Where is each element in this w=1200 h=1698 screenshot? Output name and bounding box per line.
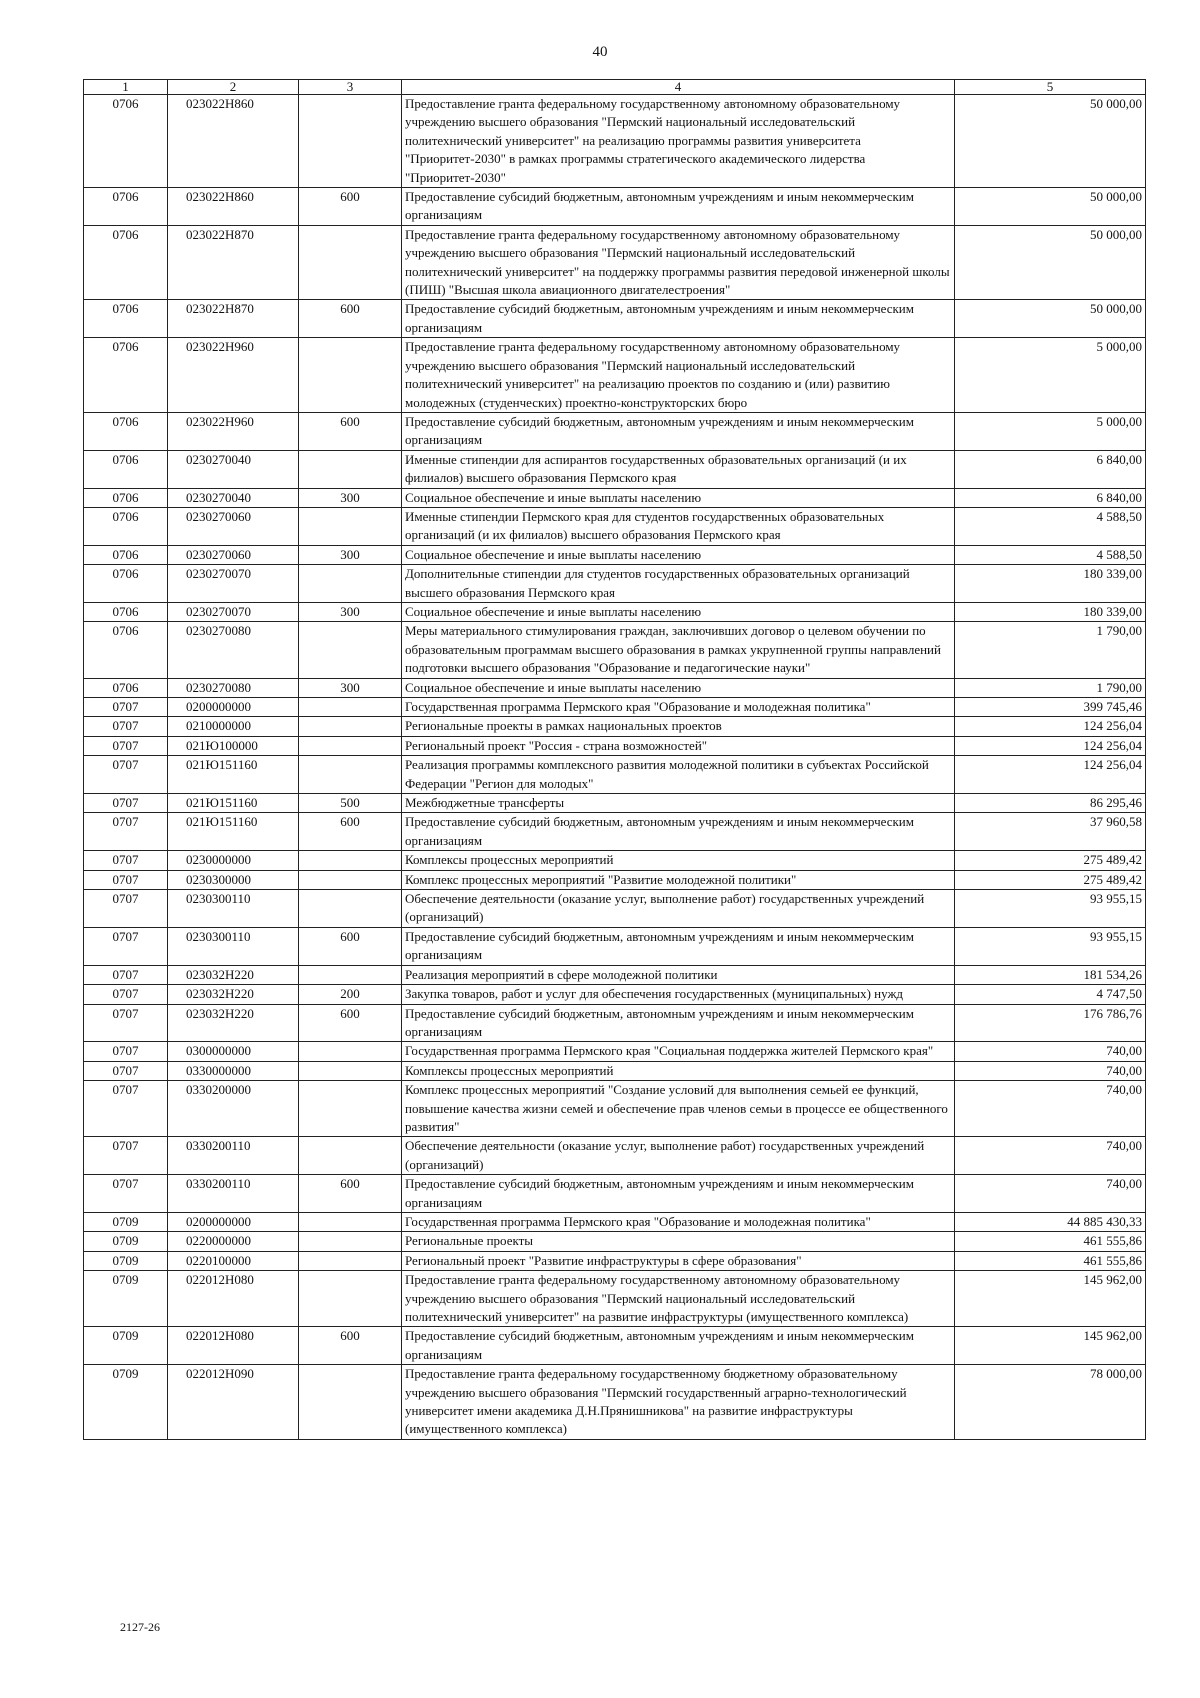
- expense-type-cell: [299, 450, 402, 488]
- amount-cell: 6 840,00: [955, 488, 1146, 507]
- target-article-cell: 023022Н960: [168, 412, 299, 450]
- budget-table-container: [83, 79, 1145, 1440]
- expense-type-cell: [299, 736, 402, 755]
- amount-cell: 78 000,00: [955, 1365, 1146, 1440]
- table-row: [84, 851, 1146, 870]
- target-article-cell: 021Ю151160: [168, 756, 299, 794]
- table-row: [84, 450, 1146, 488]
- description-cell: Комплекс процессных мероприятий "Развитие молодежной политики": [402, 870, 955, 889]
- expense-type-cell: 600: [299, 927, 402, 965]
- target-article-cell: 021Ю100000: [168, 736, 299, 755]
- section-code-cell: 0707: [84, 813, 168, 851]
- table-row: [84, 300, 1146, 338]
- amount-cell: 275 489,42: [955, 870, 1146, 889]
- page-number: 40: [592, 44, 608, 60]
- amount-cell: 1 790,00: [955, 678, 1146, 697]
- description-cell: Предоставление субсидий бюджетным, автономным учреждениям и иным некоммерческим организациям: [402, 412, 955, 450]
- target-article-cell: 0330200110: [168, 1175, 299, 1213]
- section-code-cell: 0706: [84, 678, 168, 697]
- expense-type-cell: [299, 1061, 402, 1080]
- section-code-cell: 0706: [84, 488, 168, 507]
- expense-type-cell: 600: [299, 1175, 402, 1213]
- section-code-cell: 0709: [84, 1232, 168, 1251]
- amount-cell: 5 000,00: [955, 338, 1146, 413]
- target-article-cell: 0230270040: [168, 450, 299, 488]
- expense-type-cell: [299, 890, 402, 928]
- description-cell: Предоставление субсидий бюджетным, автономным учреждениям и иным некоммерческим организациям: [402, 1004, 955, 1042]
- section-code-cell: 0707: [84, 927, 168, 965]
- table-row: [84, 1271, 1146, 1327]
- section-code-cell: 0709: [84, 1251, 168, 1270]
- amount-cell: 740,00: [955, 1081, 1146, 1137]
- table-row: [84, 1061, 1146, 1080]
- table-row: [84, 813, 1146, 851]
- amount-cell: 86 295,46: [955, 794, 1146, 813]
- amount-cell: 4 588,50: [955, 507, 1146, 545]
- table-row: [84, 412, 1146, 450]
- target-article-cell: 0230270080: [168, 622, 299, 678]
- amount-cell: 50 000,00: [955, 225, 1146, 300]
- section-code-cell: 0707: [84, 1081, 168, 1137]
- description-cell: Обеспечение деятельности (оказание услуг, выполнение работ) государственных учреждений (организаций): [402, 1137, 955, 1175]
- description-cell: Государственная программа Пермского края "Образование и молодежная политика": [402, 1212, 955, 1231]
- table-row: [84, 622, 1146, 678]
- target-article-cell: 0210000000: [168, 717, 299, 736]
- target-article-cell: 023032Н220: [168, 965, 299, 984]
- header-col-4: 4: [402, 80, 955, 95]
- amount-cell: 176 786,76: [955, 1004, 1146, 1042]
- expense-type-cell: [299, 698, 402, 717]
- target-article-cell: 0220100000: [168, 1251, 299, 1270]
- description-cell: Именные стипендии Пермского края для студентов государственных образовательных организаций (и их филиалов) высшего образования Пермского края: [402, 507, 955, 545]
- section-code-cell: 0706: [84, 622, 168, 678]
- description-cell: Социальное обеспечение и иные выплаты населению: [402, 602, 955, 621]
- expense-type-cell: 500: [299, 794, 402, 813]
- section-code-cell: 0709: [84, 1327, 168, 1365]
- section-code-cell: 0707: [84, 698, 168, 717]
- amount-cell: 50 000,00: [955, 300, 1146, 338]
- table-row: [84, 545, 1146, 564]
- amount-cell: 4 747,50: [955, 985, 1146, 1004]
- description-cell: Государственная программа Пермского края "Образование и молодежная политика": [402, 698, 955, 717]
- section-code-cell: 0706: [84, 545, 168, 564]
- description-cell: Именные стипендии для аспирантов государственных образовательных организаций (и их филиалов) высшего образования Пермского края: [402, 450, 955, 488]
- table-row: [84, 1137, 1146, 1175]
- section-code-cell: 0706: [84, 338, 168, 413]
- description-cell: Региональный проект "Развитие инфраструктуры в сфере образования": [402, 1251, 955, 1270]
- description-cell: Предоставление субсидий бюджетным, автономным учреждениям и иным некоммерческим организациям: [402, 188, 955, 226]
- expense-type-cell: 600: [299, 1327, 402, 1365]
- amount-cell: 145 962,00: [955, 1271, 1146, 1327]
- table-row: [84, 1365, 1146, 1440]
- header-col-1: 1: [84, 80, 168, 95]
- table-row: [84, 698, 1146, 717]
- description-cell: Государственная программа Пермского края "Социальная поддержка жителей Пермского края": [402, 1042, 955, 1061]
- section-code-cell: 0706: [84, 412, 168, 450]
- amount-cell: 93 955,15: [955, 890, 1146, 928]
- table-row: [84, 890, 1146, 928]
- expense-type-cell: [299, 870, 402, 889]
- amount-cell: 124 256,04: [955, 756, 1146, 794]
- expense-type-cell: [299, 95, 402, 188]
- table-row: [84, 338, 1146, 413]
- target-article-cell: 023022Н870: [168, 225, 299, 300]
- expense-type-cell: [299, 225, 402, 300]
- table-row: [84, 225, 1146, 300]
- description-cell: Социальное обеспечение и иные выплаты населению: [402, 678, 955, 697]
- target-article-cell: 0230270060: [168, 545, 299, 564]
- description-cell: Предоставление гранта федеральному государственному автономному образовательному учреждению высшего образования "Пермский национальный исследовательский политехнический университет" на реализацию проектов по созданию и (или) развитию молодежных (студенческих) проектно-конструкторских бюро: [402, 338, 955, 413]
- target-article-cell: 0230270080: [168, 678, 299, 697]
- section-code-cell: 0707: [84, 1137, 168, 1175]
- target-article-cell: 0230270060: [168, 507, 299, 545]
- header-col-3: 3: [299, 80, 402, 95]
- target-article-cell: 0230270070: [168, 602, 299, 621]
- table-row: [84, 965, 1146, 984]
- table-row: [84, 927, 1146, 965]
- section-code-cell: 0706: [84, 225, 168, 300]
- section-code-cell: 0707: [84, 1061, 168, 1080]
- expense-type-cell: [299, 1042, 402, 1061]
- target-article-cell: 023032Н220: [168, 985, 299, 1004]
- table-row: [84, 870, 1146, 889]
- expense-type-cell: [299, 1271, 402, 1327]
- table-row: [84, 736, 1146, 755]
- section-code-cell: 0706: [84, 300, 168, 338]
- table-row: [84, 985, 1146, 1004]
- target-article-cell: 0230270070: [168, 565, 299, 603]
- description-cell: Социальное обеспечение и иные выплаты населению: [402, 488, 955, 507]
- target-article-cell: 0230300000: [168, 870, 299, 889]
- section-code-cell: 0706: [84, 565, 168, 603]
- description-cell: Комплексы процессных мероприятий: [402, 851, 955, 870]
- description-cell: Закупка товаров, работ и услуг для обеспечения государственных (муниципальных) нужд: [402, 985, 955, 1004]
- target-article-cell: 022012Н090: [168, 1365, 299, 1440]
- section-code-cell: 0709: [84, 1365, 168, 1440]
- amount-cell: 180 339,00: [955, 602, 1146, 621]
- amount-cell: 124 256,04: [955, 717, 1146, 736]
- description-cell: Предоставление гранта федеральному государственному бюджетному образовательному учреждению высшего образования "Пермский государственный аграрно-технологический университет имени академика Д.Н.Прянишникова" на развитие инфраструктуры (имущественного комплекса): [402, 1365, 955, 1440]
- table-row: [84, 794, 1146, 813]
- description-cell: Комплексы процессных мероприятий: [402, 1061, 955, 1080]
- target-article-cell: 022012Н080: [168, 1327, 299, 1365]
- expense-type-cell: [299, 1365, 402, 1440]
- description-cell: Предоставление гранта федеральному государственному автономному образовательному учреждению высшего образования "Пермский национальный исследовательский политехнический университет" на развитие инфраструктуры (имущественного комплекса): [402, 1271, 955, 1327]
- section-code-cell: 0707: [84, 985, 168, 1004]
- table-row: [84, 1081, 1146, 1137]
- table-row: [84, 1251, 1146, 1270]
- expense-type-cell: 600: [299, 188, 402, 226]
- section-code-cell: 0707: [84, 870, 168, 889]
- section-code-cell: 0706: [84, 602, 168, 621]
- expense-type-cell: 600: [299, 813, 402, 851]
- table-body: [84, 95, 1146, 1440]
- target-article-cell: 023022Н860: [168, 95, 299, 188]
- description-cell: Региональные проекты: [402, 1232, 955, 1251]
- expense-type-cell: [299, 717, 402, 736]
- table-row: [84, 488, 1146, 507]
- description-cell: Комплекс процессных мероприятий "Создание условий для выполнения семьей ее функций, повышение качества жизни семей и обеспечение прав членов семьи в процессе ее общественного развития": [402, 1081, 955, 1137]
- description-cell: Социальное обеспечение и иные выплаты населению: [402, 545, 955, 564]
- table-row: [84, 1004, 1146, 1042]
- amount-cell: 461 555,86: [955, 1251, 1146, 1270]
- target-article-cell: 023022Н960: [168, 338, 299, 413]
- table-header-row: [84, 80, 1146, 95]
- expense-type-cell: 300: [299, 545, 402, 564]
- description-cell: Обеспечение деятельности (оказание услуг, выполнение работ) государственных учреждений (организаций): [402, 890, 955, 928]
- target-article-cell: 0200000000: [168, 698, 299, 717]
- amount-cell: 1 790,00: [955, 622, 1146, 678]
- expense-type-cell: 300: [299, 678, 402, 697]
- table-row: [84, 565, 1146, 603]
- expense-type-cell: [299, 622, 402, 678]
- section-code-cell: 0707: [84, 794, 168, 813]
- budget-table: [83, 79, 1146, 1440]
- section-code-cell: 0706: [84, 95, 168, 188]
- description-cell: Реализация мероприятий в сфере молодежной политики: [402, 965, 955, 984]
- table-row: [84, 756, 1146, 794]
- expense-type-cell: [299, 1212, 402, 1231]
- description-cell: Региональный проект "Россия - страна возможностей": [402, 736, 955, 755]
- description-cell: Предоставление субсидий бюджетным, автономным учреждениям и иным некоммерческим организациям: [402, 927, 955, 965]
- table-row: [84, 1212, 1146, 1231]
- table-row: [84, 717, 1146, 736]
- target-article-cell: 0230300110: [168, 890, 299, 928]
- amount-cell: 461 555,86: [955, 1232, 1146, 1251]
- description-cell: Предоставление гранта федеральному государственному автономному образовательному учреждению высшего образования "Пермский национальный исследовательский политехнический университет" на реализацию программы развития университета "Приоритет-2030" в рамках программы стратегического академического лидерства "Приоритет-2030": [402, 95, 955, 188]
- target-article-cell: 0330200000: [168, 1081, 299, 1137]
- target-article-cell: 0230000000: [168, 851, 299, 870]
- expense-type-cell: 200: [299, 985, 402, 1004]
- table-row: [84, 188, 1146, 226]
- target-article-cell: 0220000000: [168, 1232, 299, 1251]
- amount-cell: 740,00: [955, 1061, 1146, 1080]
- section-code-cell: 0707: [84, 1042, 168, 1061]
- table-row: [84, 1327, 1146, 1365]
- section-code-cell: 0707: [84, 717, 168, 736]
- amount-cell: 740,00: [955, 1042, 1146, 1061]
- description-cell: Меры материального стимулирования граждан, заключивших договор о целевом обучении по образовательным программам высшего образования в рамках укрупненной группы направлений подготовки высшего образования "Образование и педагогические науки": [402, 622, 955, 678]
- section-code-cell: 0706: [84, 450, 168, 488]
- table-row: [84, 507, 1146, 545]
- amount-cell: 275 489,42: [955, 851, 1146, 870]
- section-code-cell: 0707: [84, 851, 168, 870]
- section-code-cell: 0707: [84, 736, 168, 755]
- target-article-cell: 0230300110: [168, 927, 299, 965]
- table-row: [84, 678, 1146, 697]
- target-article-cell: 021Ю151160: [168, 813, 299, 851]
- amount-cell: 6 840,00: [955, 450, 1146, 488]
- description-cell: Предоставление субсидий бюджетным, автономным учреждениям и иным некоммерческим организациям: [402, 1327, 955, 1365]
- table-row: [84, 1232, 1146, 1251]
- expense-type-cell: [299, 1232, 402, 1251]
- description-cell: Дополнительные стипендии для студентов государственных образовательных организаций высшего образования Пермского края: [402, 565, 955, 603]
- description-cell: Предоставление субсидий бюджетным, автономным учреждениям и иным некоммерческим организациям: [402, 813, 955, 851]
- expense-type-cell: [299, 1137, 402, 1175]
- description-cell: Предоставление субсидий бюджетным, автономным учреждениям и иным некоммерческим организациям: [402, 300, 955, 338]
- expense-type-cell: [299, 756, 402, 794]
- section-code-cell: 0706: [84, 188, 168, 226]
- section-code-cell: 0707: [84, 965, 168, 984]
- target-article-cell: 023032Н220: [168, 1004, 299, 1042]
- table-row: [84, 602, 1146, 621]
- section-code-cell: 0709: [84, 1271, 168, 1327]
- amount-cell: 180 339,00: [955, 565, 1146, 603]
- expense-type-cell: [299, 851, 402, 870]
- amount-cell: 5 000,00: [955, 412, 1146, 450]
- description-cell: Региональные проекты в рамках национальных проектов: [402, 717, 955, 736]
- header-col-5: 5: [955, 80, 1146, 95]
- description-cell: Реализация программы комплексного развития молодежной политики в субъектах Российской Федерации "Регион для молодых": [402, 756, 955, 794]
- expense-type-cell: 300: [299, 488, 402, 507]
- amount-cell: 740,00: [955, 1175, 1146, 1213]
- section-code-cell: 0707: [84, 1175, 168, 1213]
- expense-type-cell: 600: [299, 412, 402, 450]
- target-article-cell: 022012Н080: [168, 1271, 299, 1327]
- target-article-cell: 0230270040: [168, 488, 299, 507]
- amount-cell: 50 000,00: [955, 188, 1146, 226]
- document-code: 2127-26: [120, 1620, 160, 1634]
- table-row: [84, 1042, 1146, 1061]
- amount-cell: 4 588,50: [955, 545, 1146, 564]
- expense-type-cell: [299, 338, 402, 413]
- expense-type-cell: [299, 965, 402, 984]
- expense-type-cell: 600: [299, 300, 402, 338]
- amount-cell: 181 534,26: [955, 965, 1146, 984]
- amount-cell: 37 960,58: [955, 813, 1146, 851]
- section-code-cell: 0707: [84, 756, 168, 794]
- description-cell: Предоставление гранта федеральному государственному автономному образовательному учреждению высшего образования "Пермский национальный исследовательский политехнический университет" на поддержку программы развития передовой инженерной школы (ПИШ) "Высшая школа авиационного двигателестроения": [402, 225, 955, 300]
- section-code-cell: 0707: [84, 1004, 168, 1042]
- expense-type-cell: [299, 565, 402, 603]
- target-article-cell: 0330200110: [168, 1137, 299, 1175]
- expense-type-cell: [299, 507, 402, 545]
- amount-cell: 50 000,00: [955, 95, 1146, 188]
- target-article-cell: 0200000000: [168, 1212, 299, 1231]
- target-article-cell: 0330000000: [168, 1061, 299, 1080]
- target-article-cell: 023022Н870: [168, 300, 299, 338]
- description-cell: Межбюджетные трансферты: [402, 794, 955, 813]
- amount-cell: 399 745,46: [955, 698, 1146, 717]
- section-code-cell: 0707: [84, 890, 168, 928]
- expense-type-cell: [299, 1251, 402, 1270]
- amount-cell: 93 955,15: [955, 927, 1146, 965]
- expense-type-cell: 600: [299, 1004, 402, 1042]
- expense-type-cell: [299, 1081, 402, 1137]
- section-code-cell: 0706: [84, 507, 168, 545]
- target-article-cell: 021Ю151160: [168, 794, 299, 813]
- section-code-cell: 0709: [84, 1212, 168, 1231]
- header-col-2: 2: [168, 80, 299, 95]
- amount-cell: 740,00: [955, 1137, 1146, 1175]
- table-row: [84, 95, 1146, 188]
- expense-type-cell: 300: [299, 602, 402, 621]
- amount-cell: 145 962,00: [955, 1327, 1146, 1365]
- target-article-cell: 023022Н860: [168, 188, 299, 226]
- description-cell: Предоставление субсидий бюджетным, автономным учреждениям и иным некоммерческим организациям: [402, 1175, 955, 1213]
- table-row: [84, 1175, 1146, 1213]
- amount-cell: 124 256,04: [955, 736, 1146, 755]
- amount-cell: 44 885 430,33: [955, 1212, 1146, 1231]
- target-article-cell: 0300000000: [168, 1042, 299, 1061]
